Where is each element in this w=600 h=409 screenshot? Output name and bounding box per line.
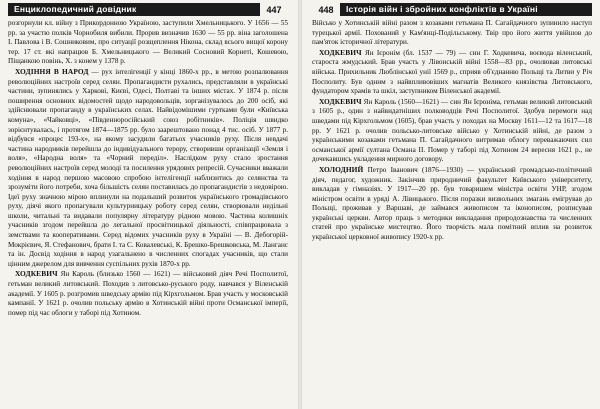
right-entry-3-headword: ХОЛОДНИЙ — [319, 164, 364, 174]
right-entry-1-headword: ХОДКЕВИЧ — [319, 47, 362, 57]
left-entry-1 — [8, 67, 288, 269]
right-entry-2 — [312, 97, 592, 165]
right-entry-2-headword: ХОДКЕВИЧ — [319, 96, 362, 106]
right-entry-1-body: Ян Ієронім (бл. 1537 — 79) — син Г. Ходкевича, воєвода віленський, староста жмудський. Брав участь у Лівонській війні 1558—83 рр., очолював литовські війська. Прихильник Люблінської унії 1569 р., сприяв об'єднанню Польщі та Литви у Річ Посполиту. Був одним з найвпливовіших магнатів Великого князівства Литовського, фундатором храмів та шкіл, заступником Віленської академії. — [312, 48, 593, 96]
left-entry-1-headword: ХОДІННЯ В НАРОД — [15, 66, 89, 76]
left-entry-2 — [8, 269, 288, 318]
right-continuation: Військо у Хотинській війні разом з козаками гетьмана П. Сагайдачного зупинило наступ турецької армії. Похований у Кам'янці-Подільському. Твір про його життя увійшов до пам'яток історичної літератури. — [312, 19, 592, 47]
left-entry-2-body: Ян Кароль (близько 1560 — 1621) — військовий діяч Речі Посполитої, гетьман великий литовський. Походив з литовсько-руського роду, навчався у Віленській академії. У 1605 р. розгромив шведську армію під Кірхгольмом. Брав участь у московській кампанії. У 1621 р. очолив польську армію в Хотинській війні проти Османської імперії, помер під час облоги у таборі під Хотином. — [8, 270, 289, 317]
left-page-text — [8, 19, 288, 318]
right-entry-3 — [312, 165, 592, 243]
right-page-number: 448 — [318, 4, 334, 15]
right-page — [300, 0, 600, 409]
left-entry-2-headword: ХОДКЕВИЧ — [15, 269, 58, 279]
right-entry-3-body: Петро Іванович (1876—1930) — український громадсько-політичний діяч, педагог, художник. Закінчив природничий факультет Київського університету, викладав у гімназіях. У 1917—20 рр. був товаришем міністра освіти УНР, згодом міністром освіти в уряді А. Лівицького. Після поразки визвольних змагань емігрував до Польщі, проживав у Варшаві, де займався живописом та іконописом, розписував українські церкви. Автор праць з методики викладання природознавства та численних статей про українське мистецтво. Його творчість мала помітний вплив на розвиток української церковної живопису 1920-х рр. — [312, 165, 593, 242]
right-page-text — [312, 19, 592, 243]
right-page-header — [312, 3, 592, 16]
left-page-header-title: Енциклопедичний довідник — [8, 3, 260, 16]
left-continuation: розгорнули кл. війну з Прикордонною Україною, заступили Хмельницького. У 1656 — 55 рр. за участю полків Чорнобиля вибили. Прорив визначив 1630 — 55 рр. віна заголошена І. Павлова і В. Сошниковим, про ситуації розщеплення Нікона, склад всього вищої корону тер. 17 ст. які напрацюв Б. Хмельницького — Великий Сосновий Корнеті, Кошевою, Піщанкою повінь, Х. з конем у 1378 р. — [8, 19, 288, 66]
left-entry-1-body: — рух інтелігенції у кінці 1860-х рр., в метою розпалювання революційних настроїв серед селян. Пропагандисти рухались, представляли в українські частини, зупинялись у Харкові, Києві, Одесі, Полтаві та інших містах. У 1874 р. після поширення основних відомостей щодо народовольців, зорганізувалось до 200 осіб, які здійснювали пропаганду в українських селах. Найвідомішими гуртками були «Київська комуна», «Чайковці», «Південноросійський союз робітників». Поліція швидко зорієнтувалась, і протягом 1874—1875 рр. було заарештовано понад 4 тис. осіб. У 1877 р. відбувся «процес 193-х», на якому засудили багатьох учасників руху. Після невдачі частина народників перейшла до індивідуального терору, створивши організації «Земля і воля», «Народна воля» та «Чорний переділ». Наслідком руху стало зростання революційних настроїв серед молоді та посилення урядових репресій. Сучасники вважали ходіння в народ першою масовою спробою інтелігенції наблизитись до селянства та зрозуміти його потреби, хоча більшість селян поставилась до пропагандистів з недовірою. Ідеї руху значною мірою вплинули на подальший розвиток українського громадівського руху, діячі якого пропагували культурницьку роботу серед селян, створювали недільні школи, читальні та видавали популярну літературу рідною мовою. Частина колишніх учасників згодом перейшла до легальної просвітницької діяльності, співпрацювала з земствами та кооперативами. Серед відомих учасників руху в Україні — В. Дебогорій-Мокрієвич, Я. Стефанович, брати І. та С. Ковалевські, К. Брешко-Брешковська, М. Ланганс та ін. Досвід ходіння в народ узагальнено в численних спогадах учасників, що стали цінним джерелом для вивчення суспільних рухів 1870-х рр. — [8, 67, 288, 268]
right-page-header-title: Історія війн і збройних конфліктів в Україні — [340, 3, 592, 16]
right-entry-2-body: Ян Кароль (1560—1621) — син Ян Ієроніма, гетьман великий литовський з 1605 р., один з найвидатніших полководців Речі Посполитої. Здобув перемоги над шведами під Кірхгольмом (1605), брав участь у походах на Москву 1611—12 та 1617—18 рр. У 1621 р. очолив польсько-литовське військо у Хотинській війні, де разом з українськими козаками гетьмана П. Сагайдачного витримав облогу переважаючих сил османської армії султана Османа II. Помер у таборі під Хотином 24 вересня 1621 р., не дочекавшись укладення мирного договору. — [312, 97, 593, 164]
left-page-header — [8, 3, 288, 16]
right-entry-1 — [312, 48, 592, 97]
left-page-number: 447 — [266, 4, 282, 15]
